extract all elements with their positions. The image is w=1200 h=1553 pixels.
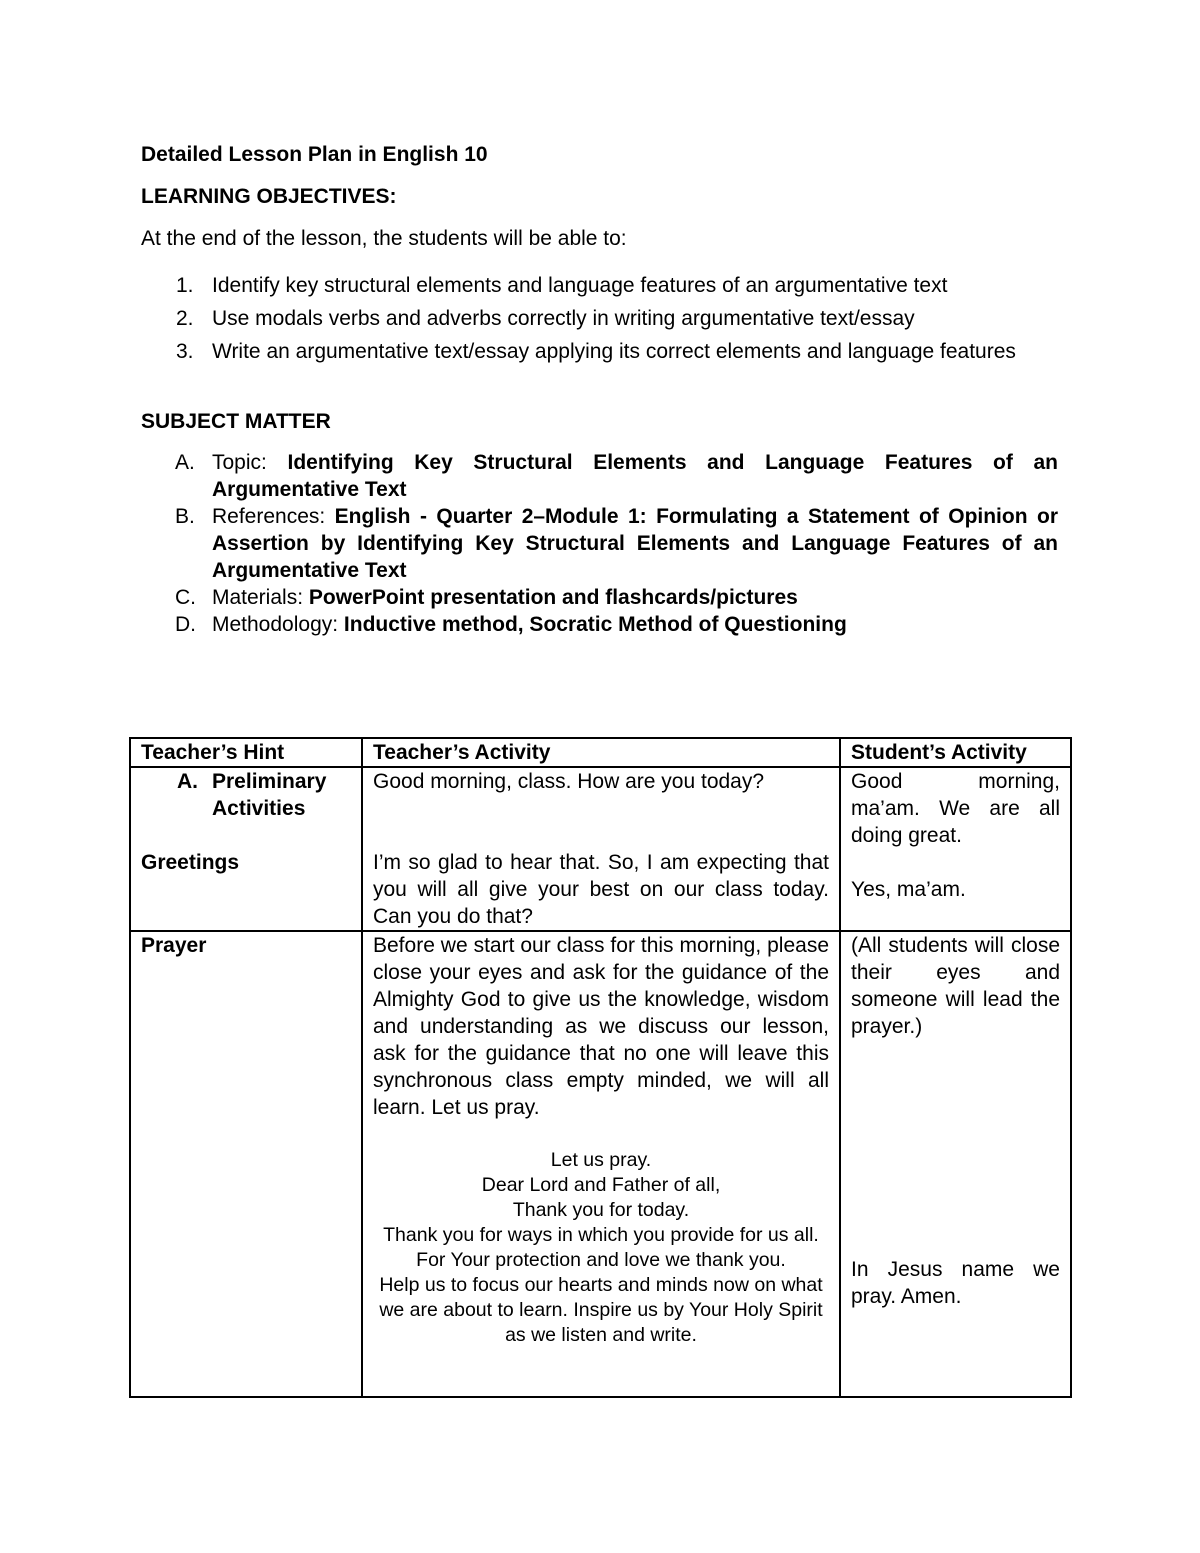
subject-item-references: B. References: English - Quarter 2–Module 1: Formulating a Statement of Opinion or Assertion by Identifying Key Structural Elements and Language Features of an Argumentative Text	[175, 505, 1058, 582]
table-row	[130, 767, 1071, 931]
objectives-intro: At the end of the lesson, the students will be able to:	[141, 227, 627, 250]
prayer-line: Let us pray.	[550, 1149, 652, 1171]
teacher-prayer-intro: Before we start our class for this morning, please close your eyes and ask for the guidance of the Almighty God to give us the knowledge, wisdom and understanding as we discuss our lesson, ask for the guidance that no one will leave this synchronous class empty minded, we will all learn. Let us pray.	[373, 934, 829, 1119]
header-teachers-activity: Teacher’s Activity	[362, 738, 840, 767]
hint-marker: A.	[177, 770, 198, 793]
objective-item: 3. Write an argumentative text/essay applying its correct elements and language features	[176, 340, 1016, 363]
objectives-heading: LEARNING OBJECTIVES:	[141, 185, 397, 208]
header-teachers-hint: Teacher’s Hint	[130, 738, 362, 767]
objective-item: 1. Identify key structural elements and language features of an argumentative text	[176, 274, 948, 297]
header-students-activity: Student’s Activity	[840, 738, 1071, 767]
subject-matter-heading: SUBJECT MATTER	[141, 410, 331, 433]
student-prayer-action: (All students will close their eyes and someone will lead the prayer.)	[851, 934, 1060, 1038]
teacher-activity-cell	[362, 767, 840, 931]
objectives-list	[141, 272, 1058, 365]
student-activity-cell	[840, 931, 1071, 1397]
objective-item: 2. Use modals verbs and adverbs correctly in writing argumentative text/essay	[176, 307, 915, 330]
table-header-row	[130, 738, 1071, 767]
teacher-greeting: Good morning, class. How are you today?	[373, 770, 765, 793]
hint-preliminary: Preliminary Activities	[212, 770, 327, 820]
student-activity-cell	[840, 767, 1071, 931]
document-title: Detailed Lesson Plan in English 10	[141, 143, 488, 166]
teacher-expectation: I’m so glad to hear that. So, I am expecting that you will all give your best on our class today. Can you do that?	[373, 851, 829, 928]
prayer-line: Thank you for today.	[512, 1199, 690, 1221]
prayer-line: Thank you for ways in which you provide for us all.	[383, 1224, 819, 1246]
subject-matter-list	[141, 449, 1058, 638]
prayer-line: For Your protection and love we thank you.	[416, 1249, 786, 1271]
hint-cell	[130, 931, 362, 1397]
subject-item-methodology: D. Methodology: Inductive method, Socratic Method of Questioning	[175, 613, 847, 636]
prayer-text	[373, 1148, 829, 1348]
lesson-plan-table	[129, 737, 1072, 1398]
subject-item-topic: A. Topic: Identifying Key Structural Elements and Language Features of an Argumentative Text	[175, 451, 1058, 501]
table-row	[130, 931, 1071, 1397]
hint-prayer: Prayer	[141, 934, 207, 957]
prayer-line: Help us to focus our hearts and minds now on what we are about to learn. Inspire us by Your Holy Spirit as we listen and write.	[379, 1274, 823, 1346]
teacher-activity-cell	[362, 931, 840, 1397]
student-response: Yes, ma’am.	[851, 878, 966, 901]
document-page	[141, 140, 1058, 638]
subject-item-materials: C. Materials: PowerPoint presentation and flashcards/pictures	[175, 586, 798, 609]
hint-greetings: Greetings	[141, 851, 240, 874]
hint-cell	[130, 767, 362, 931]
student-greeting: Good morning, ma’am. We are all doing great.	[851, 770, 1060, 847]
prayer-line: Dear Lord and Father of all,	[481, 1174, 721, 1196]
student-prayer-ending: In Jesus name we pray. Amen.	[851, 1258, 1060, 1308]
